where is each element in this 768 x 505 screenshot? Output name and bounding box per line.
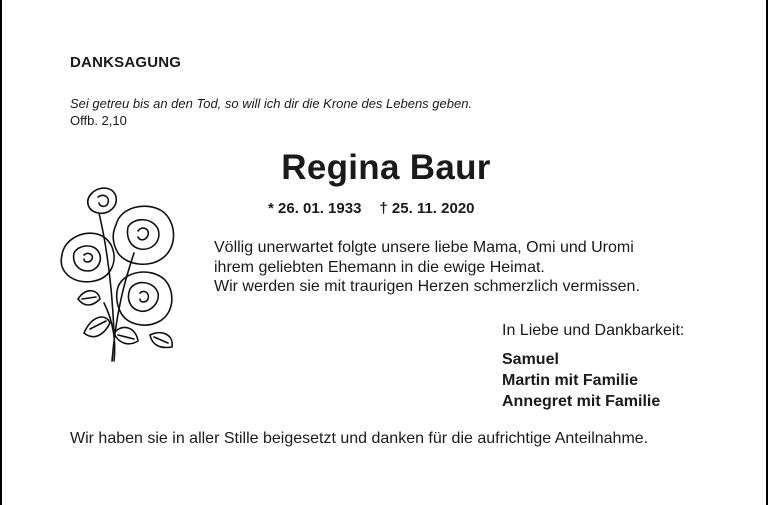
roses-illustration-icon [54,183,194,363]
verse-reference: Offb. 2,10 [70,113,127,128]
message-line: Völlig unerwartet folgte unsere liebe Mama, Omi und Uromi [214,239,634,256]
mourner-name: Annegret mit Familie [502,393,661,410]
message-line: ihrem geliebten Ehemann in die ewige Heimat. [214,258,545,276]
notice-heading: DANKSAGUNG [70,54,182,71]
mourner-name: Martin mit Familie [502,372,639,389]
mourner-name: Samuel [502,351,559,368]
death-date: † 25. 11. 2020 [379,200,475,217]
footer-note: Wir haben sie in aller Stille beigesetzt und danken für die aufrichtige Anteilnahme. [70,430,649,447]
birth-date: * 26. 01. 1933 [268,200,362,217]
life-dates [268,200,475,217]
bible-verse [70,95,472,129]
message-line: Wir werden sie mit traurigen Herzen schmerzlich vermissen. [214,278,640,295]
verse-text: Sei getreu bis an den Tod, so will ich dir die Krone des Lebens geben. [70,96,473,111]
closing-line: In Liebe und Dankbarkeit: [502,322,685,339]
notice-message [214,238,640,297]
mourners-list [502,349,660,412]
deceased-name: Regina Baur [281,148,491,187]
